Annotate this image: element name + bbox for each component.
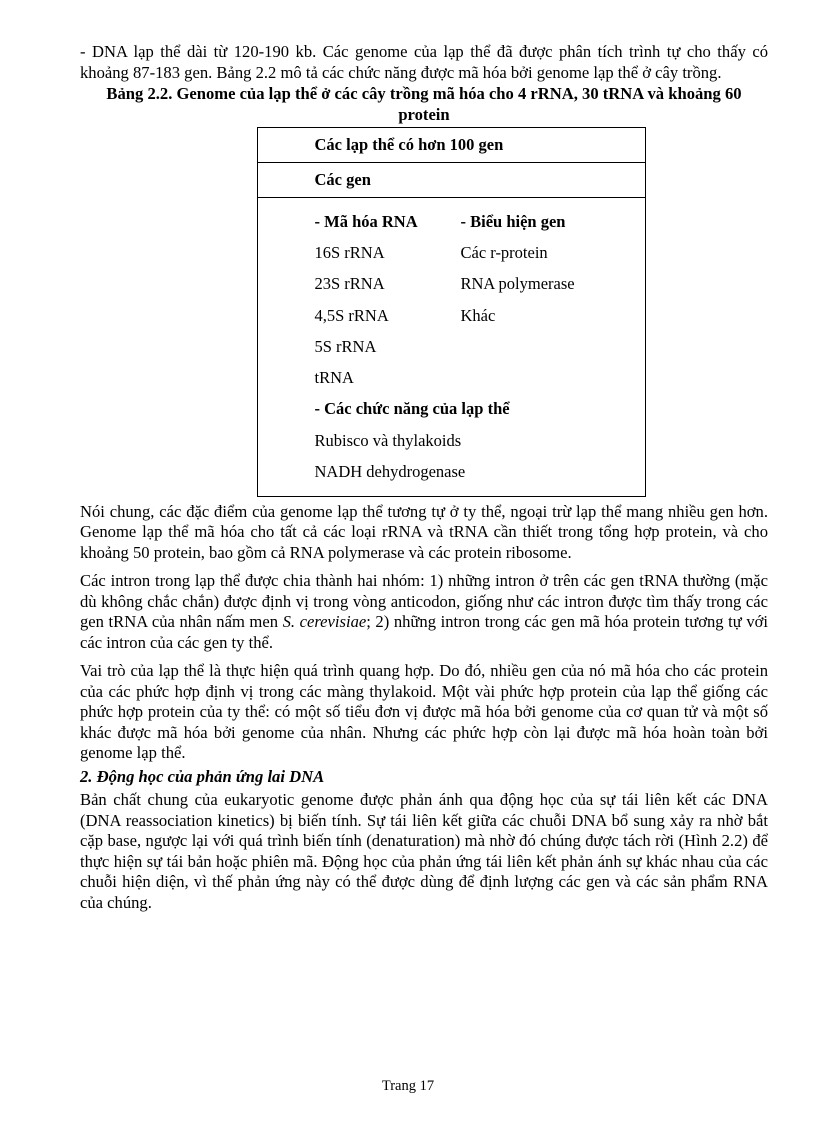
table-cell-left: - Các chức năng của lạp thể [314,399,510,419]
table-cell-right: Các r-protein [460,242,548,262]
introns-text-b: ; 2) những intron trong các gen mã hóa protein tương tự với các intron của các gen ty thể. [80,612,768,652]
introns-text-a: Các intron trong lạp thể được chia thành hai nhóm: 1) những intron ở trên các gen tRNA thường (mặc dù không chắc chắn) được định vị trong vòng anticodon, giống như các intron được tìm thấy trong các gen tRNA của nhân nấm men [80,571,768,632]
table-cell-left: Rubisco và thylakoids [314,430,462,450]
table-row [315,269,645,300]
table-body [258,198,645,496]
table-cell-left: - Mã hóa RNA [314,211,418,231]
table-cell-left: NADH dehydrogenase [314,462,466,482]
table-row [315,456,645,487]
table-cell-left: 5S rRNA [314,336,377,356]
paragraph-general: Nói chung, các đặc điểm của genome lạp thể tương tự ở ty thể, ngoại trừ lạp thể mang nhiều gen hơn. Genome lạp thể mã hóa cho tất cả các loại rRNA và tRNA cần thiết trong tổng hợp protein, và cho khoảng 50 protein, bao gồm cả RNA polymerase và các protein ribosome. [80,501,768,562]
table-cell-left: tRNA [314,368,354,388]
table-row [315,206,645,237]
section-heading: 2. Động học của phản ứng lai DNA [80,766,325,786]
table-caption: Bảng 2.2. Genome của lạp thể ở các cây trồng mã hóa cho 4 rRNA, 30 tRNA và khoảng 60 protein [106,84,742,124]
table-row [315,237,645,268]
paragraph-introns [80,571,768,653]
table-row [315,331,645,362]
table-cell-right: - Biểu hiện gen [460,211,566,231]
paragraph-role: Vai trò của lạp thể là thực hiện quá trình quang hợp. Do đó, nhiều gen của nó mã hóa cho các protein của các phức hợp định vị trong các màng thylakoid. Một vài phức hợp protein của lạp thể giống các phức hợp protein của ty thể: có một số tiểu đơn vị được mã hóa bởi genome của cơ quan tử và một số khác được mã hóa bởi genome của nhân. Nhưng các phức hợp còn lại được mã hóa hoàn toàn bởi genome lạp thể. [80,661,768,763]
gene-table [257,127,646,497]
species-name: S. cerevisiae [282,612,367,632]
table-cell-left: 16S rRNA [314,242,385,262]
paragraph-kinetics: Bản chất chung của eukaryotic genome được phản ánh qua động học của sự tái liên kết các DNA (DNA reassociation kinetics) bị biến tính. Sự tái liên kết giữa các chuỗi DNA bổ sung xảy ra nhờ bắt cặp base, ngược lại với quá trình biến tính (denaturation) mà nhờ đó chúng được tách rời (Hình 2.2) để thực hiện sự tái bản hoặc phiên mã. Động học của phản ứng tái liên kết phản ánh sự khác nhau của các chuỗi hiện diện, vì thế phản ứng này có thể được dùng để định lượng các gen và các sản phẩm RNA của chúng. [80,790,768,912]
table-header-2: Các gen [258,163,645,198]
table-row [315,362,645,393]
table-cell-right: RNA polymerase [460,274,575,294]
table-cell-left: 23S rRNA [314,274,385,294]
intro-paragraph: - DNA lạp thể dài từ 120-190 kb. Các genome của lạp thể đã được phân tích trình tự cho thấy có khoảng 87-183 gen. Bảng 2.2 mô tả các chức năng được mã hóa bởi genome lạp thể ở cây trồng. [80,42,768,82]
page-content [80,42,768,913]
page-number: Trang 17 [381,1078,435,1094]
table-row [315,425,645,456]
table-row [315,394,645,425]
table-header-1: Các lạp thể có hơn 100 gen [258,128,645,163]
table-row [315,300,645,331]
table-cell-left: 4,5S rRNA [314,305,389,325]
table-cell-right: Khác [460,305,496,325]
